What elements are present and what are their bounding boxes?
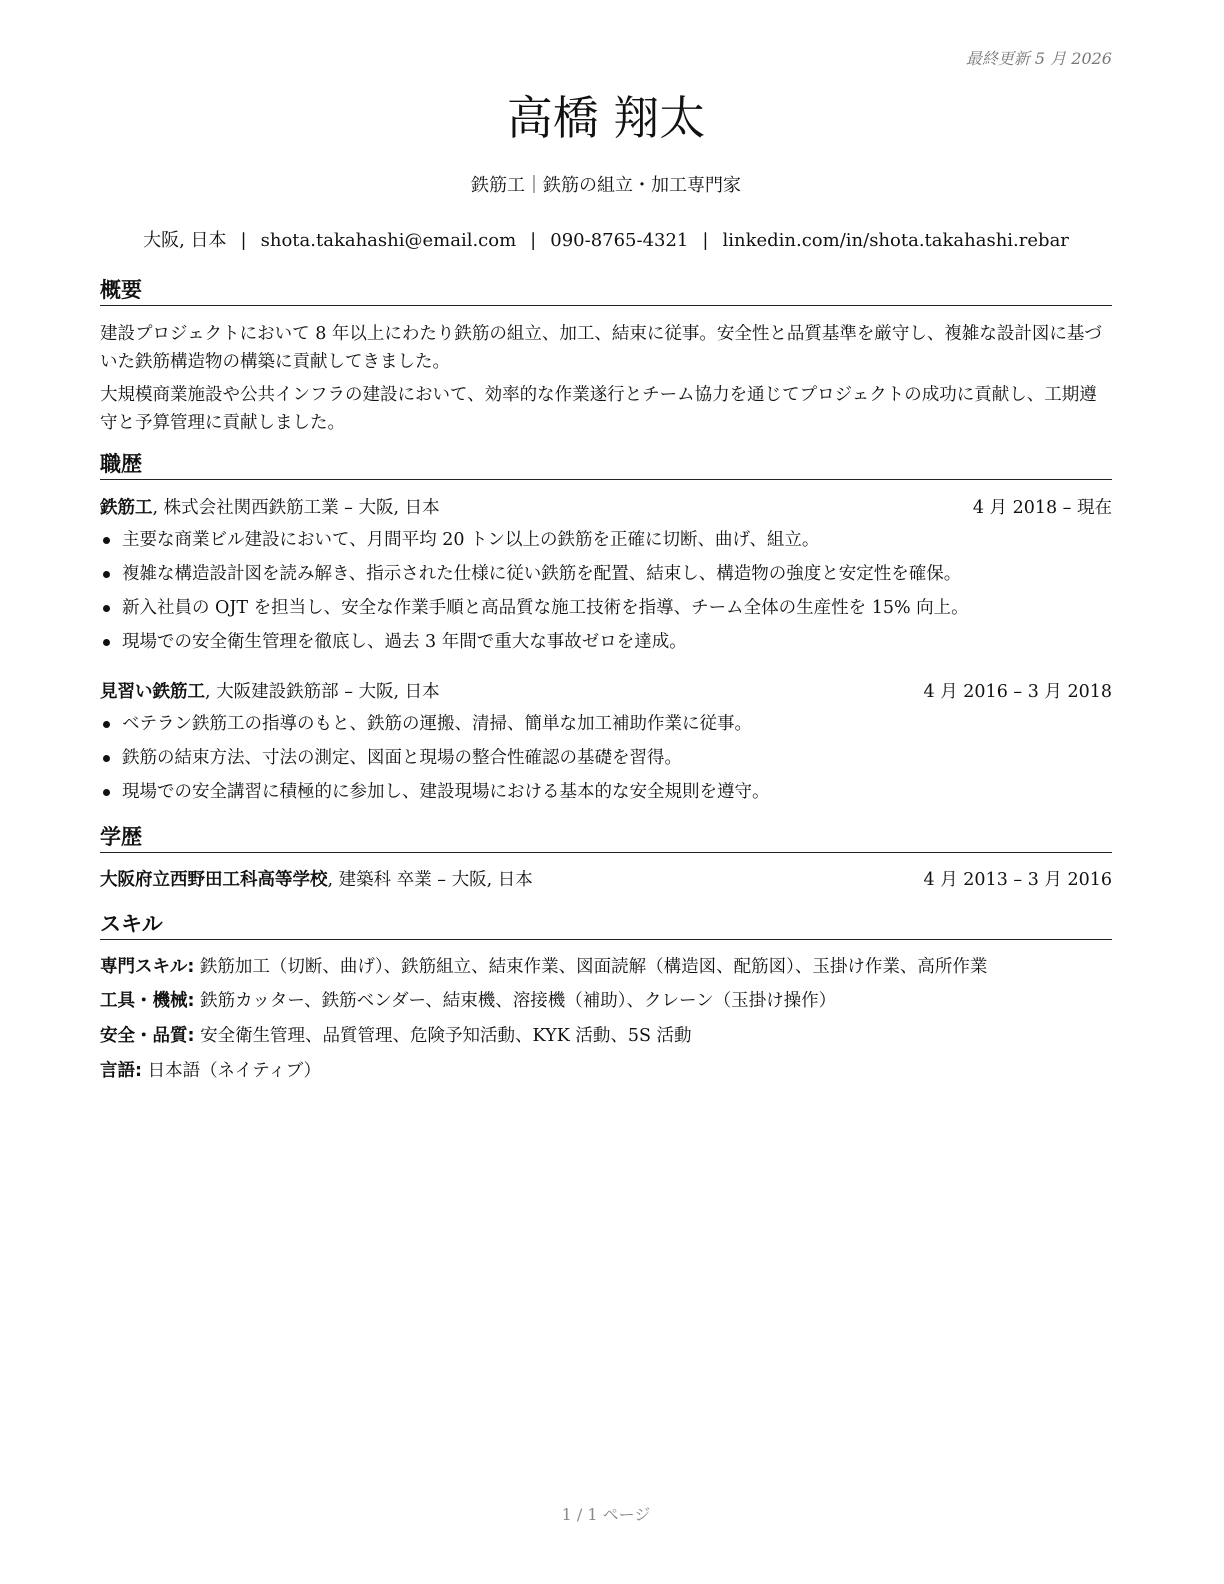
skill-row <box>100 953 1112 981</box>
contact-separator: | <box>240 230 247 251</box>
job-role: 見習い鉄筋工 <box>100 682 205 702</box>
bullet-item: 新入社員の OJT を担当し、安全な作業手順と高品質な施工技術を指導、チーム全体の生産性を 15% 向上。 <box>100 594 1112 628</box>
summary-paragraph: 大規模商業施設や公共インフラの建設において、効率的な作業遂行とチーム協力を通じてプロジェクトの成功に貢献し、工期遵守と予算管理に貢献しました。 <box>100 385 1097 433</box>
last-updated: 最終更新 5 月 2026 <box>965 49 1112 68</box>
page-number: 1 / 1 ページ <box>561 1505 651 1524</box>
bullet-item: ベテラン鉄筋工の指導のもと、鉄筋の運搬、清掃、簡単な加工補助作業に従事。 <box>100 710 1112 744</box>
job-org: , 大阪建設鉄筋部 – 大阪, 日本 <box>205 682 440 702</box>
resume-page <box>100 0 1112 1584</box>
skill-row <box>100 987 1112 1015</box>
bullet-item: 複雑な構造設計図を読み解き、指示された仕様に従い鉄筋を配置、結束し、構造物の強度と安定性を確保。 <box>100 560 1112 594</box>
job-role: 鉄筋工 <box>100 498 153 518</box>
school-name: 大阪府立西野田工科高等学校 <box>100 870 328 890</box>
bullet-item: 現場での安全講習に積極的に参加し、建設現場における基本的な安全規則を遵守。 <box>100 778 1112 812</box>
job-dates: 4 月 2018 – 現在 <box>972 498 1112 518</box>
section-title-education: 学歴 <box>100 824 1112 853</box>
candidate-name: 高橋 翔太 <box>506 91 706 145</box>
education-dates: 4 月 2013 – 3 月 2016 <box>923 870 1112 890</box>
job-bullets <box>100 526 1112 662</box>
skill-value: 鉄筋加工（切断、曲げ）、鉄筋組立、結束作業、図面読解（構造図、配筋図）、玉掛け作業、高所作業 <box>194 957 988 977</box>
job-header <box>100 494 1112 522</box>
skill-label: 専門スキル: <box>100 957 195 977</box>
contact-email[interactable]: shota.takahashi@email.com <box>260 230 517 251</box>
headline: 鉄筋工｜鉄筋の組立・加工専門家 <box>471 175 741 196</box>
contact-line <box>100 226 1112 252</box>
skill-row <box>100 1057 1112 1085</box>
section-title-summary: 概要 <box>100 277 1112 306</box>
job-bullets <box>100 710 1112 812</box>
contact-separator: | <box>702 230 709 251</box>
contact-phone[interactable]: 090-8765-4321 <box>550 230 689 251</box>
contact-linkedin[interactable]: linkedin.com/in/shota.takahashi.rebar <box>722 230 1069 251</box>
education-entry <box>100 866 1112 894</box>
skill-value: 鉄筋カッター、鉄筋ベンダー、結束機、溶接機（補助）、クレーン（玉掛け操作） <box>194 991 837 1011</box>
section-title-experience: 職歴 <box>100 451 1112 480</box>
education-detail: , 建築科 卒業 – 大阪, 日本 <box>327 870 533 890</box>
bullet-item: 主要な商業ビル建設において、月間平均 20 トン以上の鉄筋を正確に切断、曲げ、組立。 <box>100 526 1112 560</box>
job-org: , 株式会社関西鉄筋工業 – 大阪, 日本 <box>152 498 440 518</box>
bullet-item: 現場での安全衛生管理を徹底し、過去 3 年間で重大な事故ゼロを達成。 <box>100 628 1112 662</box>
skill-row <box>100 1022 1112 1050</box>
skill-value: 安全衛生管理、品質管理、危険予知活動、KYK 活動、5S 活動 <box>194 1026 692 1046</box>
skill-value: 日本語（ネイティブ） <box>142 1061 321 1081</box>
skill-label: 言語: <box>100 1061 142 1081</box>
bullet-item: 鉄筋の結束方法、寸法の測定、図面と現場の整合性確認の基礎を習得。 <box>100 744 1112 778</box>
skill-label: 安全・品質: <box>100 1026 195 1046</box>
contact-separator: | <box>530 230 537 251</box>
section-title-skills: スキル <box>100 911 1112 940</box>
contact-location: 大阪, 日本 <box>143 230 227 251</box>
job-dates: 4 月 2016 – 3 月 2018 <box>923 682 1112 702</box>
skill-label: 工具・機械: <box>100 991 195 1011</box>
job-header <box>100 678 1112 706</box>
summary-paragraph: 建設プロジェクトにおいて 8 年以上にわたり鉄筋の組立、加工、結束に従事。安全性と品質基準を厳守し、複雑な設計図に基づいた鉄筋構造物の構築に貢献してきました。 <box>100 324 1102 372</box>
